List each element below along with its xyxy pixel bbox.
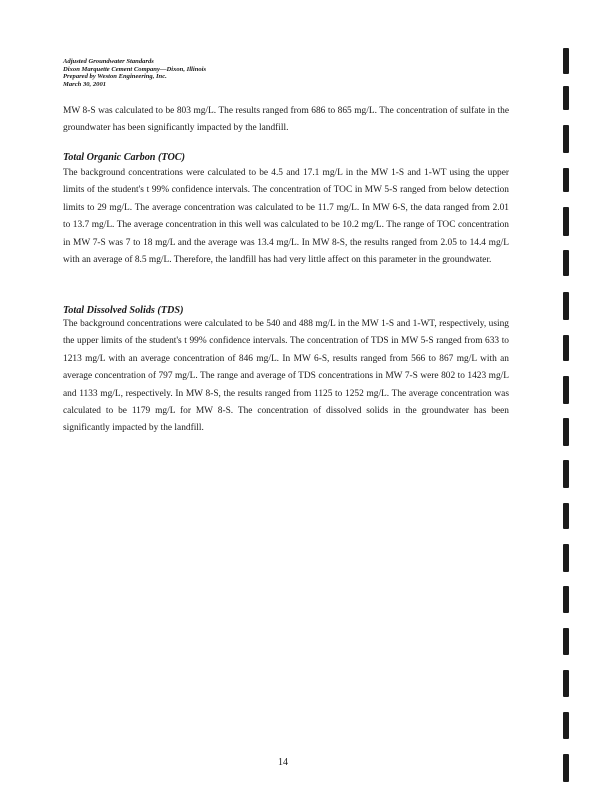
document-header bbox=[63, 58, 403, 88]
intro-paragraph: MW 8-S was calculated to be 803 mg/L. The results ranged from 686 to 865 mg/L. The concentration of sulfate in the groundwater has been significantly impacted by the landfill. bbox=[63, 106, 509, 134]
scan-mark bbox=[563, 207, 569, 236]
header-date: March 30, 2001 bbox=[63, 80, 107, 88]
toc-paragraph: The background concentrations were calculated to be 4.5 and 17.1 mg/L in the MW 1-S and 1-WT using the upper limits of the student's t 99% confidence intervals. The concentration of TOC in MW 5-S ranged from below detection limits to 29 mg/L. The average concentration was calculated to be 11.7 mg/L. In MW 6-S, the data ranged from 2.01 to 13.7 mg/L. The average concentration in this well was calculated to be 10.2 mg/L. The range of TOC concentration in MW 7-S was 7 to 18 mg/L and the average was 13.4 mg/L. In MW 8-S, the results ranged from 2.05 to 14.4 mg/L with an average of 8.5 mg/L. Therefore, the landfill has had very little affect on this parameter in the groundwater. bbox=[63, 168, 509, 266]
scan-mark bbox=[563, 586, 569, 613]
scan-mark bbox=[563, 168, 569, 192]
tds-heading: Total Dissolved Solids (TDS) bbox=[63, 305, 184, 316]
scan-mark bbox=[563, 292, 569, 320]
scan-mark bbox=[563, 503, 569, 529]
page-number: 14 bbox=[278, 757, 288, 768]
scan-mark bbox=[563, 628, 569, 655]
scan-mark bbox=[563, 418, 569, 446]
header-preparer: Prepared by Weston Engineering, Inc. bbox=[63, 73, 167, 81]
scan-mark bbox=[563, 712, 569, 739]
scan-mark bbox=[563, 460, 569, 488]
header-client: Dixon Marquette Cement Company—Dixon, Illinois bbox=[63, 65, 207, 73]
tds-paragraph: The background concentrations were calculated to be 540 and 488 mg/L in the MW 1-S and 1-WT, respectively, using the upper limits of the student's t 99% confidence intervals. The concentration of TDS in MW 5-S ranged from 633 to 1213 mg/L with an average concentration of 846 mg/L. In MW 6-S, results ranged from 566 to 867 mg/L with an average concentration of 797 mg/L. The range and average of TDS concentrations in MW 7-S were 802 to 1423 mg/L and 1133 mg/L, respectively. In MW 8-S, the results ranged from 1125 to 1252 mg/L. The average concentration was calculated to be 1179 mg/L for MW 8-S. The concentration of dissolved solids in the groundwater has been significantly impacted by the landfill. bbox=[63, 319, 509, 434]
scan-mark bbox=[563, 250, 569, 276]
scan-mark bbox=[563, 125, 569, 153]
scan-mark bbox=[563, 376, 569, 404]
scan-mark bbox=[563, 670, 569, 697]
scan-mark bbox=[563, 48, 569, 74]
scan-mark bbox=[563, 544, 569, 572]
header-title: Adjusted Groundwater Standards bbox=[63, 58, 154, 65]
scan-mark bbox=[563, 335, 569, 361]
toc-heading: Total Organic Carbon (TOC) bbox=[63, 152, 185, 163]
scan-mark bbox=[563, 754, 569, 782]
scan-mark bbox=[563, 86, 569, 110]
